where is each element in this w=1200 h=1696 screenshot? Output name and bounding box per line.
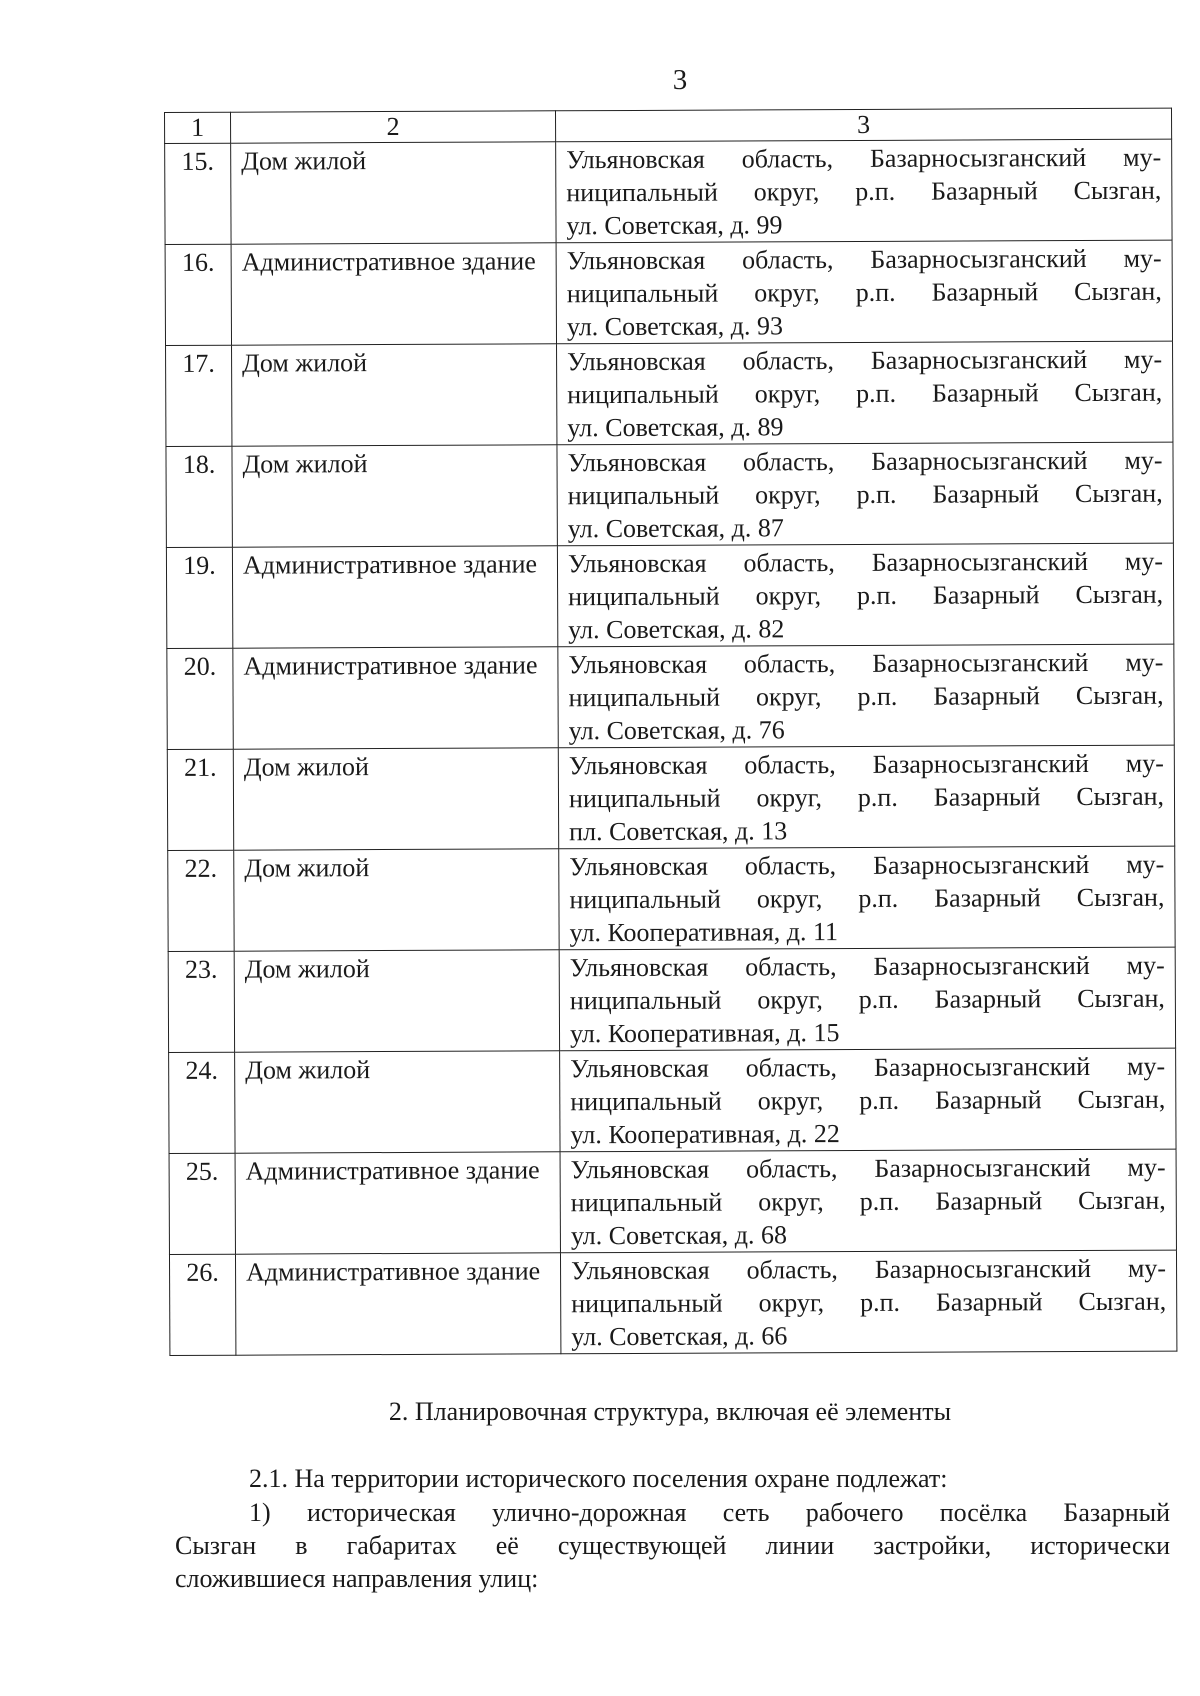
row-number-cell: 15.: [165, 143, 231, 244]
address-cell: [558, 644, 1174, 748]
row-number-cell: 20.: [167, 648, 233, 749]
table-row: [165, 240, 1172, 345]
table-header-row: [165, 108, 1172, 143]
address-line: Ульяновская область, Базарносызганский му-: [567, 344, 1163, 377]
row-number-cell: 24.: [169, 1052, 235, 1153]
address-line: Ульяновская область, Базарносызганский му-: [569, 950, 1165, 983]
table-row: [169, 1250, 1176, 1355]
address-line: ул. Советская, д. 87: [567, 513, 784, 544]
address-line: Ульяновская область, Базарносызганский му-: [567, 445, 1163, 478]
address-cell: [560, 1250, 1176, 1354]
row-number-cell: 21.: [167, 749, 233, 850]
table-row: [168, 947, 1175, 1052]
object-name-cell: Дом жилой: [234, 950, 559, 1052]
paragraph-line: 1) историческая улично-дорожная сеть рабочего посёлка Базарный: [249, 1498, 1170, 1527]
address-line: Ульяновская область, Базарносызганский му-: [566, 243, 1162, 276]
address-line: ниципальный округ, р.п. Базарный Сызган,: [568, 781, 1165, 814]
address-line: ниципальный округ, р.п. Базарный Сызган,: [567, 478, 1163, 511]
address-cell: [558, 745, 1174, 849]
address-line: ул. Советская, д. 66: [571, 1321, 788, 1352]
object-name-cell: Административное здание: [235, 1253, 560, 1355]
object-name-cell: Административное здание: [231, 243, 556, 345]
table-row: [169, 1048, 1176, 1153]
address-cell: [557, 543, 1173, 647]
address-line: Ульяновская область, Базарносызганский му-: [568, 748, 1164, 781]
address-line: Ульяновская область, Базарносызганский му-: [568, 647, 1164, 680]
section-heading: 2. Планировочная структура, включая её элементы: [388, 1397, 952, 1426]
address-line: ниципальный округ, р.п. Базарный Сызган,: [571, 1286, 1167, 1319]
page-number: 3: [672, 64, 688, 96]
row-number-cell: 23.: [168, 951, 234, 1052]
row-number-cell: 19.: [166, 547, 232, 648]
address-line: ниципальный округ, р.п. Базарный Сызган,: [570, 1185, 1166, 1218]
address-line: ул. Советская, д. 89: [567, 412, 784, 443]
address-line: ул. Советская, д. 99: [566, 210, 783, 241]
address-line: ниципальный округ, р.п. Базарный Сызган,: [567, 377, 1163, 410]
paragraph-item-1: [175, 1496, 1170, 1595]
address-line: ул. Кооперативная, д. 15: [569, 1018, 840, 1049]
table-row: [166, 543, 1173, 648]
object-name-cell: Дом жилой: [233, 748, 558, 850]
row-number-cell: 26.: [169, 1254, 235, 1355]
table-row: [169, 1149, 1176, 1254]
objects-table: [164, 108, 1177, 1356]
address-line: ниципальный округ, р.п. Базарный Сызган,: [566, 276, 1162, 309]
address-line: ниципальный округ, р.п. Базарный Сызган,: [569, 983, 1165, 1016]
address-line: ул. Кооперативная, д. 22: [570, 1119, 840, 1150]
paragraph-line: сложившиеся направления улиц:: [175, 1564, 539, 1593]
address-line: Ульяновская область, Базарносызганский му-: [570, 1152, 1166, 1185]
address-line: Ульяновская область, Базарносызганский му-: [570, 1253, 1167, 1286]
table-row: [167, 745, 1174, 850]
object-name-cell: Административное здание: [233, 647, 558, 749]
object-name-cell: Административное здание: [232, 546, 557, 648]
object-name-cell: Дом жилой: [232, 344, 557, 446]
address-cell: [556, 139, 1172, 243]
address-cell: [556, 240, 1172, 344]
object-name-cell: Административное здание: [235, 1152, 560, 1254]
paragraph-2-1: 2.1. На территории исторического поселения охране подлежат:: [249, 1464, 948, 1493]
row-number-cell: 25.: [169, 1153, 235, 1254]
row-number-cell: 16.: [165, 244, 231, 345]
row-number-cell: 17.: [166, 345, 232, 446]
address-line: ниципальный округ, р.п. Базарный Сызган,: [568, 680, 1164, 713]
address-line: ниципальный округ, р.п. Базарный Сызган,: [566, 175, 1162, 208]
address-line: ул. Советская, д. 82: [568, 614, 785, 645]
address-line: Ульяновская область, Базарносызганский му-: [570, 1051, 1166, 1084]
row-number-cell: 22.: [168, 850, 234, 951]
address-line: пл. Советская, д. 13: [569, 816, 788, 847]
address-line: Ульяновская область, Базарносызганский му-: [569, 849, 1165, 882]
object-name-cell: Дом жилой: [232, 445, 557, 547]
object-name-cell: Дом жилой: [235, 1051, 560, 1153]
address-line: Ульяновская область, Базарносызганский му-: [566, 142, 1162, 175]
address-line: ул. Советская, д. 68: [570, 1220, 787, 1251]
address-line: ниципальный округ, р.п. Базарный Сызган,: [570, 1084, 1166, 1117]
column-header-number: 1: [165, 112, 231, 143]
address-line: ниципальный округ, р.п. Базарный Сызган,: [568, 579, 1164, 612]
address-line: ниципальный округ, р.п. Базарный Сызган,: [569, 882, 1165, 915]
row-number-cell: 18.: [166, 446, 232, 547]
column-header-address: 3: [555, 108, 1171, 142]
table-row: [167, 644, 1174, 749]
address-cell: [559, 846, 1175, 950]
address-cell: [557, 341, 1173, 445]
address-line: ул. Советская, д. 93: [566, 311, 784, 342]
paragraph-line: Сызган в габаритах её существующей линии застройки, исторически: [175, 1531, 1170, 1560]
address-cell: [559, 947, 1175, 1051]
table-row: [166, 341, 1173, 446]
address-cell: [560, 1048, 1176, 1152]
address-line: ул. Советская, д. 76: [568, 715, 785, 746]
object-name-cell: Дом жилой: [231, 142, 556, 244]
table-body: [165, 139, 1177, 1355]
address-line: Ульяновская область, Базарносызганский му-: [567, 546, 1164, 579]
address-cell: [560, 1149, 1176, 1253]
table-row: [165, 139, 1172, 244]
table-row: [166, 442, 1173, 547]
address-cell: [557, 442, 1173, 546]
address-line: ул. Кооперативная, д. 11: [569, 917, 839, 948]
table-row: [168, 846, 1175, 951]
object-name-cell: Дом жилой: [234, 849, 559, 951]
column-header-name: 2: [231, 111, 556, 143]
